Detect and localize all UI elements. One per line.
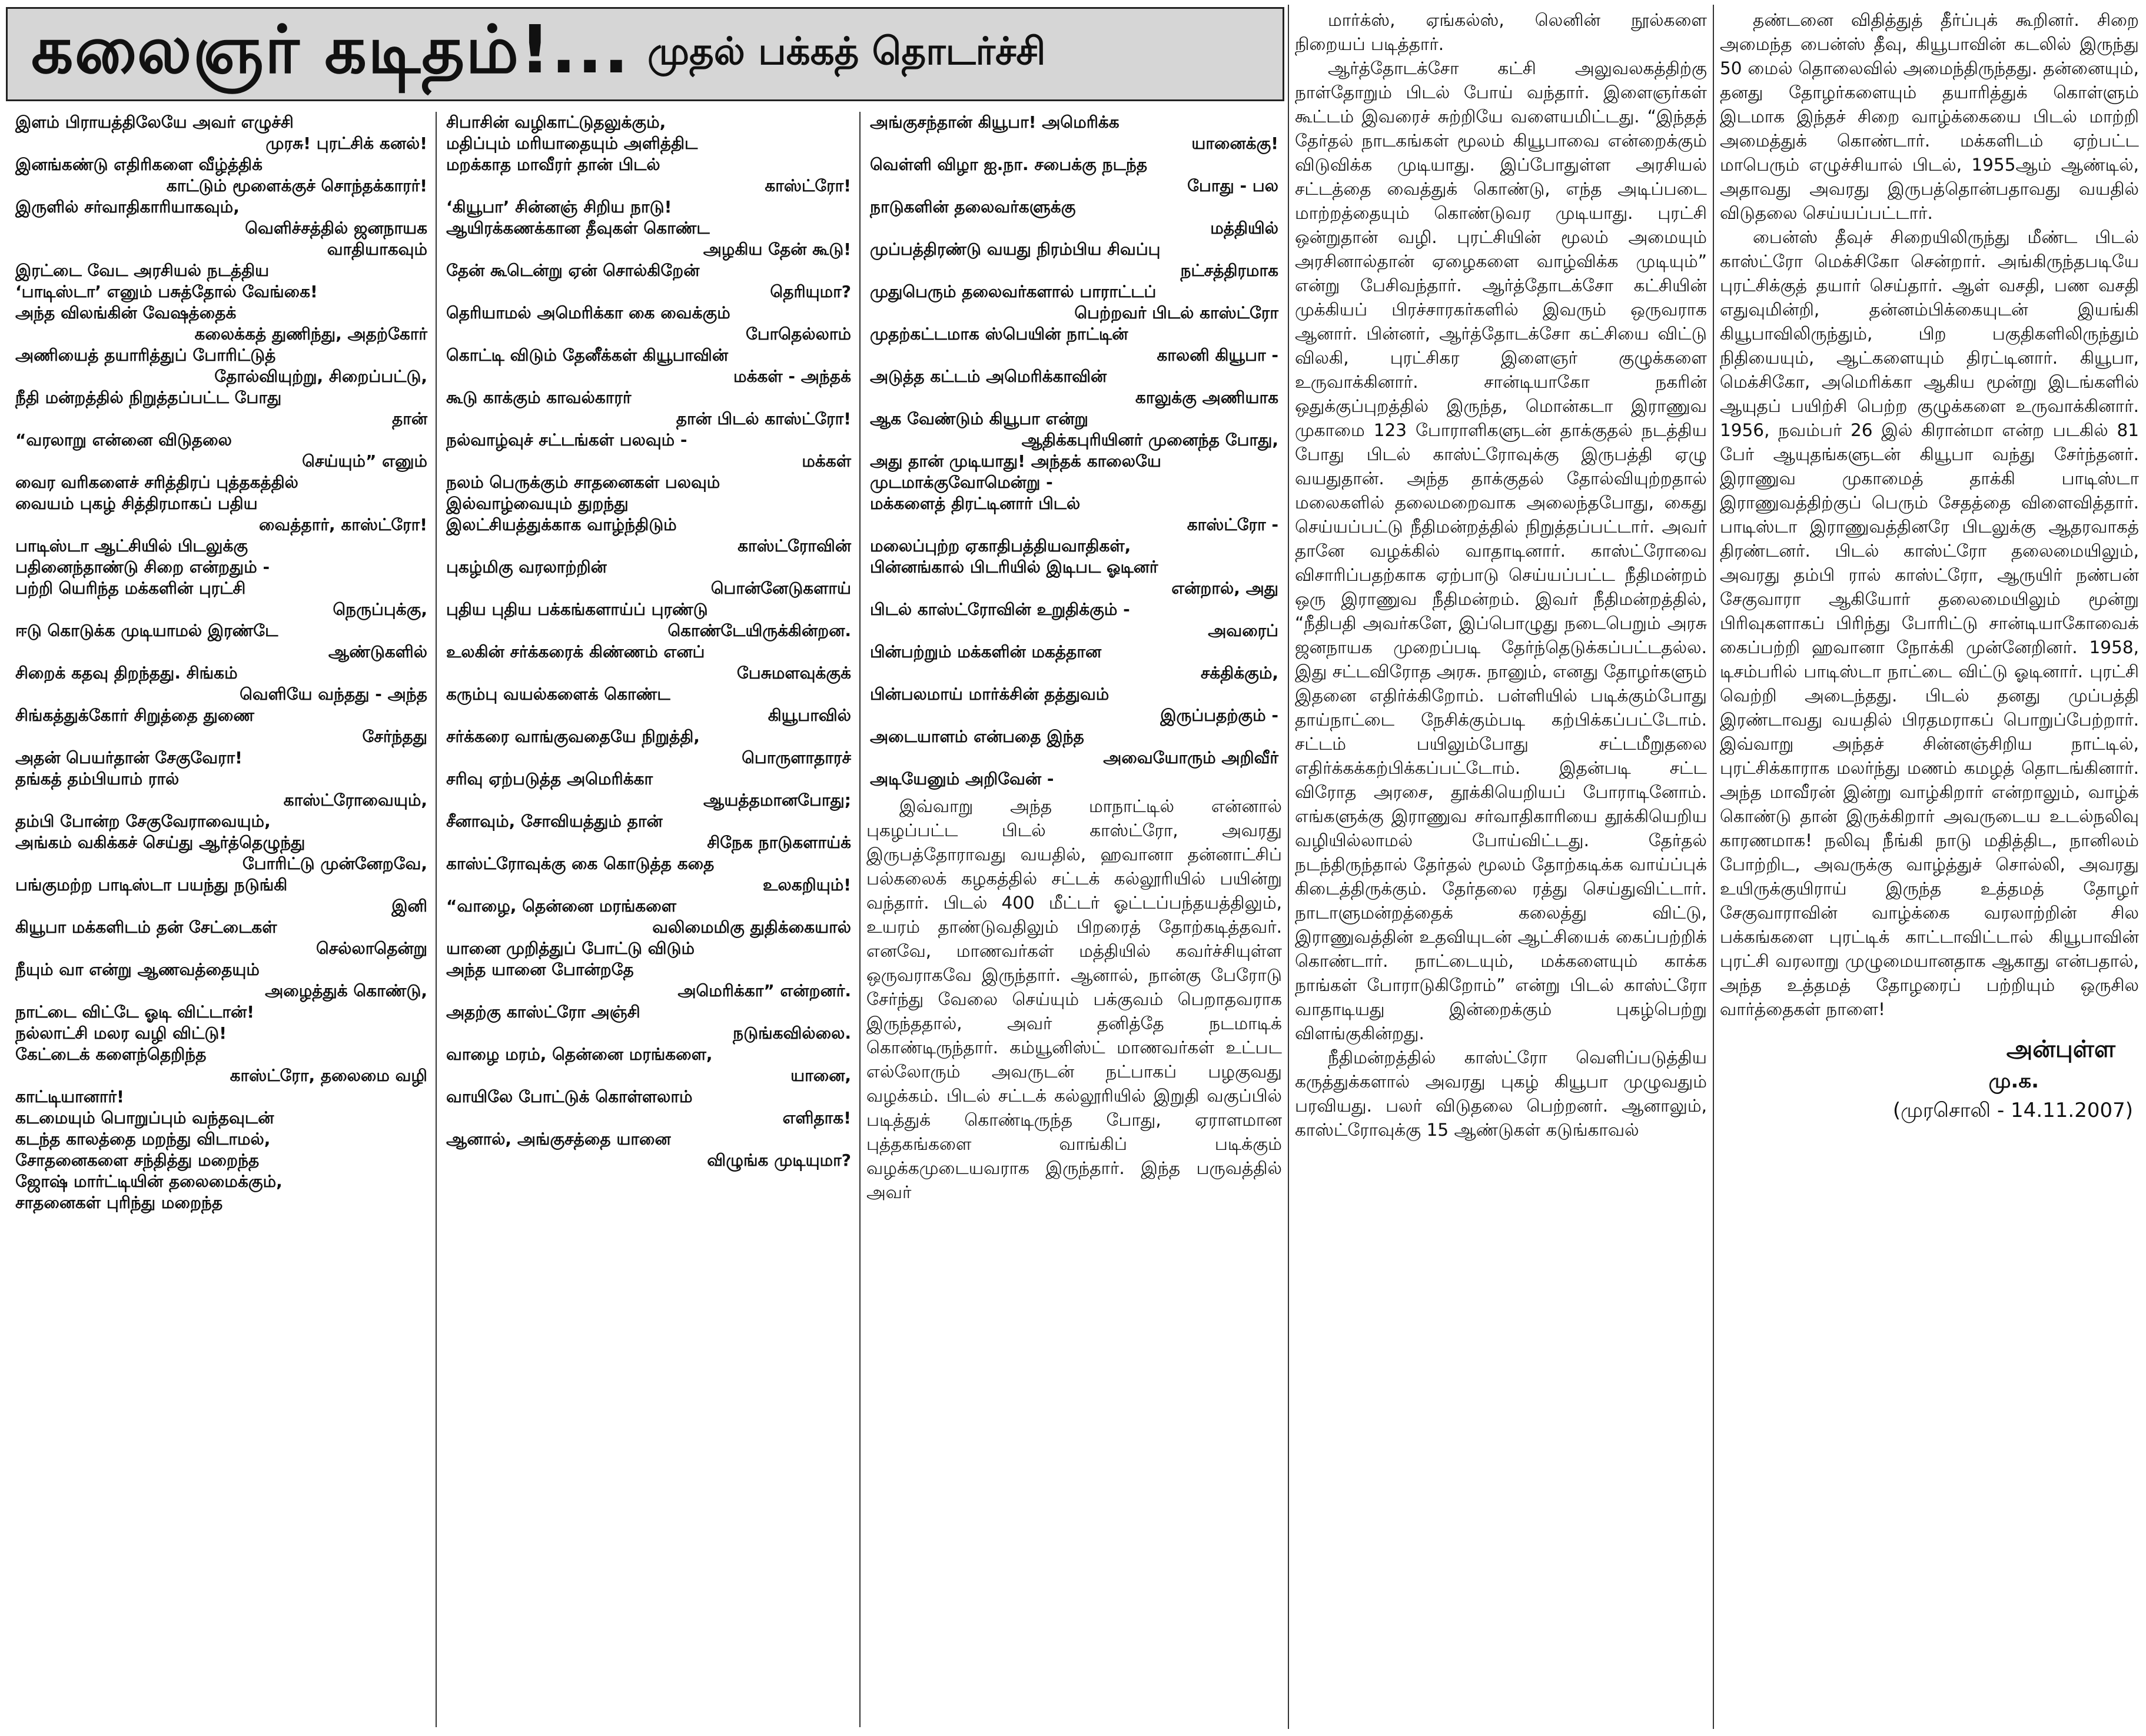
poem-line: வாழை மரம், தென்னை மரங்களை, [446, 1045, 713, 1064]
poem-line: அதற்கு காஸ்ட்ரோ அஞ்சி [446, 1002, 640, 1022]
poem-line: பாடிஸ்டா ஆட்சியில் பிடலுக்கு [15, 536, 248, 556]
poem-line: இருளில் சர்வாதிகாரியாகவும், [15, 197, 240, 217]
poem-line: உலகறியும்! [763, 875, 851, 894]
poem-line: அழகிய தேன் கூடு! [703, 240, 851, 259]
poem-line: காஸ்ட்ரோவையும், [283, 790, 427, 810]
poem-line: போது - பல [1187, 176, 1278, 195]
poem-line: ஆயிரக்கணக்கான தீவுகள் கொண்ட [446, 218, 710, 238]
poem-line: வையம் புகழ் சித்திரமாகப் பதிய [15, 494, 258, 513]
poem-line: செல்லாதென்று [316, 939, 427, 958]
poem-line: மதிப்பும் மரியாதையும் அளித்திட [446, 134, 698, 153]
poem-line: அமெரிக்கா” என்றனர். [677, 981, 851, 1000]
poem-line: வாயிலே போட்டுக் கொள்ளலாம் [446, 1087, 693, 1106]
poem-line: அங்கம் வகிக்கச் செய்து ஆர்த்தெழுந்து [15, 833, 305, 852]
poem-line: என்றால், அது [1171, 578, 1278, 598]
column-divider [1288, 5, 1289, 1729]
prose-column-4 [1295, 8, 1707, 1727]
poem-line: நெருப்புக்கு, [333, 600, 427, 619]
poem-line: “வரலாறு என்னை விடுதலை [15, 430, 232, 450]
column-3 [866, 112, 1282, 1724]
poem-line: காஸ்ட்ரோ - [1187, 515, 1278, 534]
poem-line: சரிவு ஏற்படுத்த அமெரிக்கா [446, 769, 653, 789]
poem-line: எளிதாக! [782, 1108, 851, 1128]
column-divider [436, 112, 437, 1727]
poem-line: யானை, [790, 1066, 851, 1085]
poem-line: ஆனால், அங்குசத்தை யானை [446, 1129, 671, 1149]
poem-line: தெரியாமல் அமெரிக்கா கை வைக்கும் [446, 303, 730, 322]
poem-line: சர்க்கரை வாங்குவதையே நிறுத்தி, [446, 727, 700, 746]
signature-salutation: அன்புள்ள [2006, 1036, 2115, 1063]
poem-line: காட்டியானார்! [15, 1087, 124, 1106]
poem-line: இருப்பதற்கும் - [1160, 706, 1278, 725]
poem-line: வெளியே வந்தது - அந்த [240, 684, 427, 704]
poem-line: சிறைக் கதவு திறந்தது. சிங்கம் [15, 663, 238, 683]
poem-line: காஸ்ட்ரோவுக்கு கை கொடுத்த கதை [446, 854, 715, 873]
poem-line: கியூபாவில் [768, 706, 851, 725]
poem-line: முப்பத்திரண்டு வயது நிரம்பிய சிவப்பு [870, 240, 1161, 259]
paragraph: இவ்வாறு அந்த மாநாட்டில் என்னால் புகழப்பட்ட பிடல் காஸ்ட்ரோ, அவரது இருபத்தோராவது வயதில், ஹவானா தன்னாட்சிப் பல்கலைக் கழகத்தில் சட்டக் கல்லூரியில் பயின்று வந்தார். பிடல் 400 மீட்டர் ஓட்டப்பந்தயத்திலும், உயரம் தாண்டுவதிலும் பிறரைத் தோற்கடித்தவர். எனவே, மாணவர்கள் மத்தியில் கவர்ச்சியுள்ள ஒருவராகவே இருந்தார். ஆனால், நான்கு பேரோடு சேர்ந்து வேலை செய்யும் பக்குவம் பெறாதவராக இருந்ததால், அவர் தனித்தே நடமாடிக் கொண்டிருந்தார். கம்யூனிஸ்ட் மாணவர்கள் உட்பட எல்லோரும் அவருடன் நட்பாகப் பழகுவது வழக்கம். பிடல் சட்டக் கல்லூரியில் இறுதி வகுப்பில் படித்துக் கொண்டிருந்த போது, ஏராளமான புத்தகங்களை வாங்கிப் படிக்கும் வழக்கமுடையவராக இருந்தார். இந்த பருவத்தில் அவர் [866, 796, 1282, 1202]
paragraph: பைன்ஸ் தீவுச் சிறையிலிருந்து மீண்ட பிடல் காஸ்ட்ரோ மெக்சிகோ சென்றார். அங்கிருந்தபடியே புரட்சிக்குத் தயார் செய்தார். ஆள் வசதி, பண வசதி எதுவுமின்றி, தன்னம்பிக்கையுடன் இயங்கி கியூபாவிலிருந்தும், பிற பகுதிகளிலிருந்தும் நிதியையும், ஆட்களையும் திரட்டினார். கியூபா, மெக்சிகோ, அமெரிக்கா ஆகிய மூன்று இடங்களில் ஆயுதப் பயிற்சி பெற்ற குழுக்களை உருவாக்கினார். 1956, நவம்பர் 26 இல் கிரான்மா என்ற படகில் 81 பேர் ஆயுதங்களுடன் கியூபா வந்து சேர்ந்தனர். இராணுவ முகாமைத் தாக்கி பாடிஸ்டா இராணுவத்திற்குப் பெரும் சேதத்தை விளைவித்தார். பாடிஸ்டா இராணுவத்தினரே பிடலுக்கு ஆதரவாகத் திரண்டனர். பிடல் காஸ்ட்ரோ தலைமையிலும், அவரது தம்பி ரால் காஸ்ட்ரோ, ஆருயிர் நண்பன் சேகுவாரா ஆகியோர் தலைமையிலும் மூன்று பிரிவுகளாகப் பிரிந்து போரிட்டு சான்டியாகோவைக் கைப்பற்றி ஹவானா நோக்கி முன்னேறினர். 1958, டிசம்பரில் பாடிஸ்டா நாட்டை விட்டு ஓடினார். புரட்சி வெற்றி அடைந்தது. பிடல் தனது முப்பத்தி இரண்டாவது வயதில் பிரதமராகப் பொறுப்பேற்றார். இவ்வாறு அந்தச் சின்னஞ்சிறிய நாட்டில், புரட்சிக்காராக மலர்ந்து மணம் கமழத் தொடங்கினார். அந்த மாவீரன் இன்று வாழ்கிறார் என்றாலும், வாழ்க் கொண்டு தான் இருக்கிறார் அவருடைய உடல்நலிவு காரணமாக! நலிவு நீங்கி நாடு மதித்திட, நானிலம் போற்றிட, அவருக்கு வாழ்த்துச் சொல்லி, அவரது உயிருக்குயிராய் இருந்த உத்தமத் தோழர் சேகுவாராவின் வாழ்க்கை வரலாற்றின் சில பக்கங்களை புரட்டிக் காட்டாவிட்டால் கியூபாவின் புரட்சி வரலாறு முழுமையானதாக ஆகாது என்பதால், அந்த உத்தமத் தோழரைப் பற்றியும் ஒருசில வார்த்தைகள் நாளை! [1720, 227, 2139, 1019]
poem-line: விழுங்க முடியுமா? [707, 1150, 851, 1170]
poem-line: சாதனைகள் புரிந்து மறைந்த [15, 1193, 223, 1212]
poem-line: ‘பாடிஸ்டா’ எனும் பசுத்தோல் வேங்கை! [15, 282, 318, 301]
poem-line: “வாழை, தென்னை மரங்களை [446, 896, 677, 916]
poem-line: இரட்டை வேட அரசியல் நடத்திய [15, 261, 270, 280]
poem-line: சீனாவும், சோவியத்தும் தான் [446, 812, 663, 831]
poem-line: முடமாக்குவோமென்று - [870, 473, 1053, 492]
poem-line: வெளிச்சத்தில் ஜனநாயக [245, 218, 427, 238]
poem-line: போரிட்டு முன்னேறவே, [242, 854, 427, 873]
poem-line: தம்பி போன்ற சேகுவேராவையும், [15, 812, 271, 831]
poem-line: நீதி மன்றத்தில் நிறுத்தப்பட்ட போது [15, 388, 282, 407]
poem-line: கலைக்கத் துணிந்து, அதற்கோர் [194, 324, 427, 344]
poem-line: வலிமைமிகு துதிக்கையால் [652, 917, 851, 937]
poem-line: மக்கள் - அந்தக் [733, 367, 851, 386]
poem-line: காஸ்ட்ரோ, தலைமை வழி [230, 1066, 427, 1085]
poem-line: அதன் பெயர்தான் சேகுவேரா! [15, 748, 242, 767]
article-title: கலைஞர் கடிதம்!... [31, 11, 630, 88]
poem-line: கியூபா மக்களிடம் தன் சேட்டைகள் [15, 917, 277, 937]
poem-line: யானைக்கு! [1191, 134, 1278, 153]
poem-line: பிடல் காஸ்ட்ரோவின் உறுதிக்கும் - [870, 600, 1130, 619]
poem-line: பங்குமற்ற பாடிஸ்டா பயந்து நடுங்கி [15, 875, 288, 894]
source-citation: (முரசொலி - 14.11.2007) [1892, 1099, 2133, 1122]
poem-line: அந்த யானை போன்றதே [446, 960, 634, 979]
poem-line: சக்திக்கும், [1200, 663, 1278, 683]
masthead [6, 7, 1284, 101]
poem-line: காலனி கியூபா - [1157, 345, 1278, 365]
poem-line: அழைத்துக் கொண்டு, [265, 981, 427, 1000]
paragraph: நீதிமன்றத்தில் காஸ்ட்ரோ வெளிப்படுத்திய கருத்துக்களால் அவரது புகழ் கியூபா முழுவதும் பரவியது. பலர் விடுதலை பெற்றனர். ஆனாலும், காஸ்ட்ரோவுக்கு 15 ஆண்டுகள் கடுங்காவல் [1295, 1047, 1707, 1140]
poem-line: தான் பிடல் காஸ்ட்ரோ! [676, 409, 851, 428]
poem-line: முதுபெரும் தலைவர்களால் பாராட்டப் [870, 282, 1157, 301]
poem-line: செய்யும்” எனும் [302, 451, 427, 471]
prose-column-5 [1720, 8, 2139, 1022]
poem-line: பொன்னேடுகளாய் [710, 578, 851, 598]
poem-line: அணியைத் தயாரித்துப் போரிட்டுத் [15, 345, 276, 365]
poem-line: வைர வரிகளைச் சரித்திரப் புத்தகத்தில் [15, 473, 298, 492]
poem-line: மக்களைத் திரட்டினார் பிடல் [870, 494, 1081, 513]
poem-line: ஜோஷ் மார்ட்டியின் தலைமைக்கும், [15, 1172, 283, 1191]
poem-line: சேர்ந்தது [362, 727, 427, 746]
poem-column-1 [12, 112, 431, 1724]
paragraph: மார்க்ஸ், ஏங்கல்ஸ், லெனின் நூல்களை நிறையப் படித்தார். [1295, 10, 1707, 54]
poem-line: அவையோரும் அறிவீர் [1103, 748, 1278, 767]
poem-line: பற்றி யெரிந்த மக்களின் புரட்சி [15, 578, 246, 598]
paragraph: ஆர்த்தோடக்சோ கட்சி அலுவலகத்திற்கு நாள்தோறும் பிடல் போய் வந்தார். இளைஞர்கள் கூட்டம் இவரைச் சுற்றியே வளையமிட்டது. “இந்தத் தேர்தல் நாடகங்கள் மூலம் கியூபாவை என்றைக்கும் விடுவிக்க முடியாது. இப்போதுள்ள அரசியல் சட்டத்தை வைத்துக் கொண்டு, எந்த அடிப்படை மாற்றத்தையும் கொண்டுவர முடியாது. புரட்சி ஒன்றுதான் வழி. புரட்சியின் மூலம் அமையும் அரசினால்தான் ஏழைகளை வாழ்விக்க முடியும்” என்று பேசிவந்தார். ஆர்த்தோடக்சோ கட்சியின் முக்கியப் பிரச்சாரகர்களில் இவரும் ஒருவராக ஆனார். பின்னர், ஆர்த்தோடக்சோ கட்சியை விட்டு விலகி, புரட்சிகர இளைஞர் குழுக்களை உருவாக்கினார். சான்டியாகோ நகரின் ஒதுக்குப்புறத்தில் இருந்த, மொன்கடா இராணுவ முகாமை 123 போராளிகளுடன் தாக்குதல் நடத்திய போது பிடல் காஸ்ட்ரோவுக்கு இருபத்தி ஏழு வயதுதான். அந்த தாக்குதல் தோல்வியுற்றதால் மலைகளில் தலைமறைவாக அலைந்தபோது, கைது செய்யப்பட்டு நீதிமன்றத்தில் நிறுத்தப்பட்டார். அவர் தானே வழக்கில் வாதாடினார். காஸ்ட்ரோவை விசாரிப்பதற்காக ஏற்பாடு செய்யப்பட்ட நீதிமன்றம் ஒரு இராணுவ நீதிமன்றம். இவர் நீதிமன்றத்தில், “நீதிபதி அவர்களே, இப்பொழுது நடைபெறும் அரசு ஜனநாயக முறைப்படி தேர்ந்தெடுக்கப்பட்டதல்ல. இது சட்டவிரோத அரசு. நானும், எனது தோழர்களும் இதனை எதிர்க்கிறோம். பள்ளியில் படிக்கும்போது தாய்நாட்டை நேசிக்கும்படி கற்பிக்கப்பட்டோம். சட்டம் பயிலும்போது சட்டமீறுதலை எதிர்க்கக்கற்பிக்கப்பட்டோம். இதன்படி சட்ட விரோத அரசை, தூக்கியெறியப் போராடினோம். எங்களுக்கு இராணுவ சர்வாதிகாரியை தூக்கியெறிய வழியில்லாமல் போய்விட்டது. தேர்தல் நடந்திருந்தால் தேர்தல் மூலம் தோற்கடிக்க வாய்ப்புக் கிடைத்திருக்கும். தேர்தலை ரத்து செய்துவிட்டார். நாடாளுமன்றத்தைக் கலைத்து விட்டு, இராணுவத்தின் உதவியுடன் ஆட்சியைக் கைப்பற்றிக் கொண்டார். நாட்டையும், மக்களையும் காக்க நாங்கள் போராடுகிறோம்” என்று பிடல் காஸ்ட்ரோ வாதாடியது இன்றைக்கும் புகழ்பெற்று விளங்குகின்றது. [1295, 58, 1707, 1043]
poem-line: ஆதிக்கபுரியினர் முனைந்த போது, [1021, 430, 1278, 450]
poem-line: நாட்டை விட்டே ஓடி விட்டான்! [15, 1002, 254, 1022]
poem-line: பின்பற்றும் மக்களின் மகத்தான [870, 642, 1102, 661]
poem-line: கரும்பு வயல்களைக் கொண்ட [446, 684, 670, 704]
poem-line: நல்லாட்சி மலர வழி விட்டு! [15, 1023, 227, 1043]
poem-line: நடுங்கவில்லை. [733, 1023, 851, 1043]
prose-column-3 [866, 794, 1282, 1205]
poem-line: மத்தியில் [1210, 218, 1278, 238]
poem-line: வாதியாகவும் [327, 240, 427, 259]
poem-line: கடந்த காலத்தை மறந்து விடாமல், [15, 1129, 271, 1149]
column-5 [1720, 8, 2139, 1727]
poem-line: ஆண்டுகளில் [328, 642, 427, 661]
poem-line: வெள்ளி விழா ஐ.நா. சபைக்கு நடந்த [870, 155, 1148, 174]
poem-line: காஸ்ட்ரோ! [765, 176, 851, 195]
column-divider [1713, 5, 1714, 1729]
poem-line: கொட்டி விடும் தேனீக்கள் கியூபாவின் [446, 345, 729, 365]
poem-line: காஸ்ட்ரோவின் [738, 536, 851, 556]
poem-line: கேட்டைக் களைந்தெறிந்த [15, 1045, 207, 1064]
poem-line: நட்சத்திரமாக [1180, 261, 1278, 280]
poem-line: அந்த விலங்கின் வேஷத்தைக் [15, 303, 237, 322]
poem-line: பேசுமளவுக்குக் [736, 663, 851, 683]
poem-line: பின்பலமாய் மார்க்சின் தத்துவம் [870, 684, 1109, 704]
poem-line: காட்டும் மூளைக்குச் சொந்தக்காரர்! [166, 176, 427, 195]
poem-column-2 [443, 112, 855, 1724]
poem-line: கொண்டேயிருக்கின்றன. [667, 621, 851, 640]
poem-line: பெற்றவர் பிடல் காஸ்ட்ரோ [1074, 303, 1278, 322]
poem-line: ஆயத்தமானபோது; [703, 790, 851, 810]
poem-line: நீயும் வா என்று ஆணவத்தையும் [15, 960, 260, 979]
poem-line: காலுக்கு அணியாக [1135, 388, 1278, 407]
poem-line: அடையாளம் என்பதை இந்த [870, 727, 1084, 746]
poem-line: பொருளாதாரச் [742, 748, 851, 767]
poem-line: இலட்சியத்துக்காக வாழ்ந்திடும் [446, 515, 677, 534]
poem-line: நாடுகளின் தலைவர்களுக்கு [870, 197, 1076, 217]
poem-line: சோதனைகளை சந்தித்து மறைந்த [15, 1150, 260, 1170]
poem-line: நல்வாழ்வுச் சட்டங்கள் பலவும் - [446, 430, 687, 450]
poem-line: இல்வாழ்வையும் துறந்து [446, 494, 629, 513]
poem-line: ஆக வேண்டும் கியூபா என்று [870, 409, 1088, 428]
poem-line: முதற்கட்டமாக ஸ்பெயின் நாட்டின் [870, 324, 1128, 344]
poem-line: வைத்தார், காஸ்ட்ரோ! [258, 515, 427, 534]
poem-line: தான் [391, 409, 427, 428]
paragraph: தண்டனை விதித்துத் தீர்ப்புக் கூறினர். சிறை அமைந்த பைன்ஸ் தீவு, கியூபாவின் கடலில் இருந்து 50 மைல் தொலைவில் அமைந்திருந்தது. தன்னையும், தனது தோழர்களையும் தயாரித்துக் கொள்ளும் இடமாக இந்தச் சிறை வாழ்க்கையை பிடல் மாற்றி அமைத்துக் கொண்டார். மக்களிடம் ஏற்பட்ட மாபெரும் எழுச்சியால் பிடல், 1955ஆம் ஆண்டில், அதாவது அவரது இருபத்தொன்பதாவது வயதில் விடுதலை செய்யப்பட்டார். [1720, 10, 2139, 223]
poem-line: யானை முறித்துப் போட்டு விடும் [446, 939, 695, 958]
poem-line: அங்குசந்தான் கியூபா! அமெரிக்க [870, 112, 1119, 132]
poem-line: அவரைப் [1208, 621, 1278, 640]
poem-line: இனங்கண்டு எதிரிகளை வீழ்த்திக் [15, 155, 263, 174]
poem-line: தங்கத் தம்பியாம் ரால் [15, 769, 180, 789]
poem-line: மக்கள் [802, 451, 851, 471]
signature-initials: மு.க. [1988, 1069, 2039, 1093]
poem-line: தேன் கூடென்று ஏன் சொல்கிறேன் [446, 261, 700, 280]
poem-line: தோல்வியுற்று, சிறைப்பட்டு, [214, 367, 427, 386]
poem-line: ‘கியூபா’ சின்னஞ் சிறிய நாடு! [446, 197, 672, 217]
poem-line: இனி [391, 896, 427, 916]
poem-line: மறக்காத மாவீரர் தான் பிடல் [446, 155, 660, 174]
poem-line: பதினைந்தாண்டு சிறை என்றதும் - [15, 557, 270, 577]
article-subtitle: முதல் பக்கத் தொடர்ச்சி [647, 30, 1046, 74]
poem-line: புகழ்மிகு வரலாற்றின் [446, 557, 607, 577]
poem-line: உலகின் சர்க்கரைக் கிண்ணம் எனப் [446, 642, 705, 661]
poem-line: போதெல்லாம் [745, 324, 851, 344]
poem-line: கடமையும் பொறுப்பும் வந்தவுடன் [15, 1108, 274, 1128]
poem-line: தெரியுமா? [770, 282, 851, 301]
poem-line: சிங்கத்துக்கோர் சிறுத்தை துணை [15, 706, 255, 725]
poem-line: சிநேக நாடுகளாய்க் [707, 833, 851, 852]
poem-line: அது தான் முடியாது! அந்தக் காலையே [870, 451, 1161, 471]
poem-line: அடியேனும் அறிவேன் - [870, 769, 1054, 789]
poem-line: புதிய புதிய பக்கங்களாய்ப் புரண்டு [446, 600, 708, 619]
poem-line: சிபாசின் வழிகாட்டுதலுக்கும், [446, 112, 666, 132]
poem-line: நலம் பெருக்கும் சாதனைகள் பலவும் [446, 473, 720, 492]
poem-column-3 [866, 112, 1282, 790]
poem-line: அடுத்த கட்டம் அமெரிக்காவின் [870, 367, 1107, 386]
poem-line: பின்னங்கால் பிடரியில் இடிபட ஓடினர் [870, 557, 1158, 577]
column-divider [859, 112, 861, 1727]
poem-line: முரசு! புரட்சிக் கனல்! [265, 134, 427, 153]
poem-line: ஈடு கொடுக்க முடியாமல் இரண்டே [15, 621, 278, 640]
poem-line: மலைப்புற்ற ஏகாதிபத்தியவாதிகள், [870, 536, 1131, 556]
poem-line: இளம் பிராயத்திலேயே அவர் எழுச்சி [15, 112, 294, 132]
poem-line: கூடு காக்கும் காவல்காரர் [446, 388, 632, 407]
